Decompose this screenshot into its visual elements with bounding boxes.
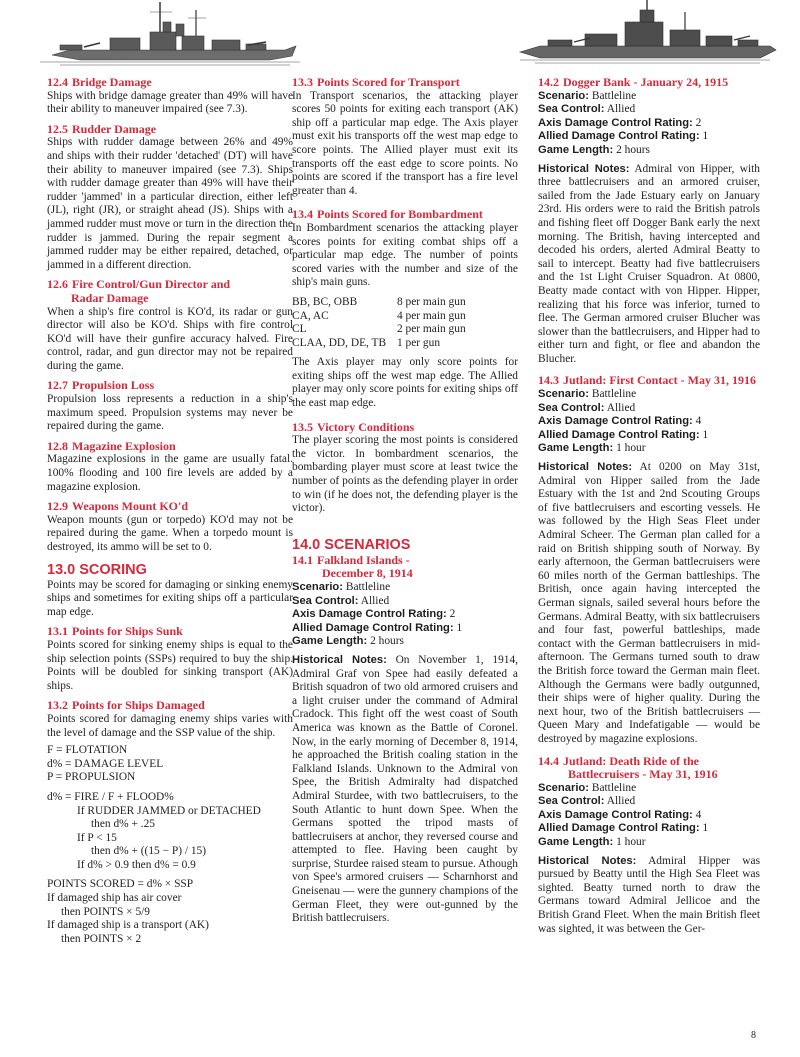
formula-line: d% = DAMAGE LEVEL: [47, 757, 164, 770]
section-heading: 12.7 Propulsion Loss: [47, 378, 155, 393]
section-14-1: [292, 554, 518, 926]
section-body: In Transport scenarios, the attacking player scores 50 points for exiting each transport (AK) ship off a particular map edge. The Axis player must exit his transports off the west map edge to score points. The Allied player must exit its transports off the east edge to score points. No points are scored if the transport has a fire level greater than 4.: [292, 89, 518, 197]
ship-types: CLAA, DD, DE, TB: [292, 336, 387, 349]
scenario-row: Scenario: Battleline: [538, 89, 637, 102]
column-1: [47, 76, 293, 946]
section-body: Propulsion loss represents a reduction in a ship's maximum speed. Propulsion systems may never be repaired during the game.: [47, 393, 293, 433]
section-heading: 12.5 Rudder Damage: [47, 121, 157, 136]
formula-line: F = FLOTATION: [47, 744, 128, 757]
page-number: 8: [751, 1030, 756, 1041]
table-row: [292, 337, 518, 351]
section-13-1: [47, 625, 293, 693]
section-heading: 12.6 Fire Control/Gun Director and: [47, 277, 231, 292]
section-heading: 13.4 Points Scored for Bombardment: [292, 207, 483, 222]
axis-rating-row: Axis Damage Control Rating: 4: [538, 415, 702, 428]
section-14-4: [538, 755, 760, 937]
battleship-illustrations: [0, 0, 800, 74]
section-body: Points may be scored for damaging or sinking enemy ships and sometimes for exiting ships off a particular map edge.: [47, 578, 293, 618]
formula-line: If damaged ship is a transport (AK): [47, 919, 209, 932]
axis-rating-row: Axis Damage Control Rating: 2: [538, 116, 702, 129]
section-body: Magazine explosions in the game are usually fatal. 100% flooding and 100 fire levels are added by a magazine explosion.: [47, 453, 293, 493]
points-value: 2 per main gun: [397, 323, 466, 336]
formula-line: then POINTS × 5/9: [61, 905, 151, 918]
section-body: The player scoring the most points is considered the victor. In bombardment scenarios, the bombarding player must score at least twice the number of points as the defending player in order to win (if he does not, the defending player is the victor).: [292, 434, 518, 515]
allied-rating-row: Allied Damage Control Rating: 1: [538, 130, 709, 143]
section-heading-line2: Radar Damage: [71, 290, 149, 305]
historical-notes: Historical Notes: Admiral von Hipper, with three battlecruisers and an armored cruiser, sailed from the Jade Estuary early on January 23rd. His orders were to raid the British patrols and fishing fleet off Dogger Bank early the next morning. The British, having intercepted and decoded his orders, alerted Admiral Beatty to sail to intercept. Beatty had five battlecruisers and the 1st Light Cruiser Squadron. At 0800, Beatty made contact with von Hipper. Hipper, realizing that his force was inferior, turned to flee. The German armored cruiser Blucher was slower than the battlecruisers, and Hipper had to either turn and fight, or flee and abandon the Blucher.: [538, 162, 760, 365]
section-12-9: [47, 500, 293, 554]
formula-line: then POINTS × 2: [61, 932, 142, 945]
section-heading: 14.1 Falkland Islands -: [292, 552, 410, 567]
bombardment-points-table: [292, 296, 518, 350]
section-body: The Axis player may only score points for exiting ships off the west map edge. The Allied player may only score points for exiting ships off the east map edge.: [292, 356, 518, 410]
allied-rating-row: Allied Damage Control Rating: 1: [292, 621, 463, 634]
chapter-heading: 13.0 SCORING: [47, 561, 147, 578]
game-length-row: Game Length: 2 hours: [292, 635, 404, 648]
section-14-2: [538, 76, 760, 366]
section-body: Points scored for damaging enemy ships varies with the level of damage and the SSP value of the ship.: [47, 712, 293, 739]
section-body: Points scored for sinking enemy ships is equal to the ship selection points (SSPs) required to buy the ship. Points will be doubled for sinking transport (AK) ships.: [47, 638, 293, 692]
header-banner: [0, 0, 800, 74]
section-13-0: [47, 561, 293, 620]
damage-formula: [47, 744, 293, 946]
sea-control-row: Sea Control: Allied: [538, 795, 636, 808]
points-value: 4 per main gun: [397, 309, 466, 322]
formula-line: If damaged ship has air cover: [47, 892, 182, 905]
points-value: 8 per main gun: [397, 295, 466, 308]
section-heading: 14.2 Dogger Bank - January 24, 1915: [538, 75, 729, 89]
historical-notes: Historical Notes: Admiral Hipper was pursued by Beatty until the High Sea Fleet was sighted. Beatty turned north to draw the Germans toward Admiral Jellicoe and the British Grand Fleet. When the main British fleet was sighted, it was between the Ger-: [538, 854, 760, 935]
formula-line: If P < 15: [77, 831, 117, 844]
column-2: [292, 76, 518, 926]
table-row: [292, 296, 518, 310]
section-heading: 12.4 Bridge Damage: [47, 75, 152, 89]
allied-rating-row: Allied Damage Control Rating: 1: [538, 822, 709, 835]
formula-line: d% = FIRE / F + FLOOD%: [47, 790, 174, 803]
points-value: 1 per gun: [397, 336, 441, 349]
sea-control-row: Sea Control: Allied: [292, 594, 390, 607]
scenario-row: Scenario: Battleline: [538, 781, 637, 794]
formula-line: If d% > 0.9 then d% = 0.9: [77, 858, 196, 871]
section-body: When a ship's fire control is KO'd, its radar or gun director will also be KO'd. Ships with fire control KO'd will have their gunfire accuracy halved. Fire control, radar, and gun director may not be repaired during the game.: [47, 305, 293, 372]
sea-control-row: Sea Control: Allied: [538, 103, 636, 116]
formula-line: then d% + .25: [91, 818, 155, 831]
section-13-4: [292, 208, 518, 290]
game-length-row: Game Length: 1 hour: [538, 442, 646, 455]
section-12-7: [47, 379, 293, 433]
allied-rating-row: Allied Damage Control Rating: 1: [538, 428, 709, 441]
battleship-right-icon: [520, 0, 776, 58]
section-13-3: [292, 76, 518, 198]
ship-types: CA, AC: [292, 309, 329, 322]
section-heading: 14.3 Jutland: First Contact - May 31, 1916: [538, 373, 756, 388]
ship-types: CL: [292, 323, 307, 336]
section-12-6: [47, 278, 293, 373]
section-14-3: [538, 374, 760, 746]
axis-rating-row: Axis Damage Control Rating: 2: [292, 608, 456, 621]
section-heading: 13.1 Points for Ships Sunk: [47, 624, 183, 639]
formula-line: then d% + ((15 − P) / 15): [91, 845, 207, 858]
game-length-row: Game Length: 1 hour: [538, 836, 646, 849]
section-heading: 12.8 Magazine Explosion: [47, 438, 176, 453]
chapter-heading: 14.0 SCENARIOS: [292, 536, 411, 553]
section-body: Ships with bridge damage greater than 49% will have their ability to maneuver impaired (see 7.3).: [47, 89, 293, 116]
section-12-5: [47, 123, 293, 273]
section-heading: 13.5 Victory Conditions: [292, 419, 415, 434]
table-row: [292, 310, 518, 324]
section-heading-line2: December 8, 1914: [322, 566, 413, 581]
battlecruiser-left-icon: [52, 2, 296, 60]
table-row: [292, 323, 518, 337]
sea-control-row: Sea Control: Allied: [538, 401, 636, 414]
section-heading: 12.9 Weapons Mount KO'd: [47, 499, 189, 514]
section-heading: 13.2 Points for Ships Damaged: [47, 698, 205, 713]
section-heading-line2: Battlecruisers - May 31, 1916: [568, 767, 718, 782]
section-body: Weapon mounts (gun or torpedo) KO'd may not be repaired during the game. When a torpedo mount is destroyed, its ammo will be set to 0.: [47, 513, 293, 553]
section-13-2: [47, 699, 293, 740]
section-body: Ships with rudder damage between 26% and 49% and ships with their rudder 'detached' (DT) will have their ability to maneuver impaired (see 7.3). Ships with rudder damage greater than 49% will have their rudder 'jammed' in a particular direction, either left (JL), right (JR), or straight ahead (JS). Ships with a jammed rudder must move or turn in the direction the rudder is jammed. During the repair segment a jammed rudder may be either repaired, detached, or jammed in a different direction.: [47, 136, 293, 271]
game-length-row: Game Length: 2 hours: [538, 143, 650, 156]
axis-rating-row: Axis Damage Control Rating: 4: [538, 808, 702, 821]
column-3: [538, 76, 760, 936]
section-body: In Bombardment scenarios the attacking player scores points for exiting combat ships off a particular map edge. The number of points scored varies with the number and size of the ship's main guns.: [292, 221, 518, 289]
section-heading: 14.4 Jutland: Death Ride of the: [538, 753, 700, 768]
scenario-row: Scenario: Battleline: [538, 388, 637, 401]
section-heading: 13.3 Points Scored for Transport: [292, 75, 460, 89]
formula-line: P = PROPULSION: [47, 771, 136, 784]
formula-line: If RUDDER JAMMED or DETACHED: [77, 804, 261, 817]
section-12-4: [47, 76, 293, 117]
section-12-8: [47, 440, 293, 494]
section-13-5: [292, 421, 518, 516]
ship-types: BB, BC, OBB: [292, 295, 358, 308]
historical-notes: Historical Notes: At 0200 on May 31st, Admiral von Hipper sailed from the Jade Estuary with the 1st and 2nd Scouting Groups of five battlecruisers and escorting vessels. He was followed by the High Seas Fleet under Admiral Scheer. The German plan called for a raid on British shipping south of Norway. By early afternoon, the German battlecruisers were 60 miles north of the German battleships. The British, once again having intercepted the German signals, sailed several hours before the Germans. Admiral Beatty, with six battlecruisers and four fast, powerful battleships, made contact with the German battlecruisers in mid-afternoon. The Germans turned south to draw the British force toward the German main fleet. Although the Germans were badly outgunned, their ships were of higher quality. During the next hour, two of the British battlecruisers — Queen Mary and Indefatigable — would be destroyed by magazine explosions.: [538, 461, 761, 745]
scenario-row: Scenario: Battleline: [292, 581, 391, 593]
historical-notes: Historical Notes: On November 1, 1914, Admiral Graf von Spee had easily defeated a British squadron of two old armored cruisers and a light cruiser under the command of Admiral Cradock. This fight off the west coast of South America was known as the Battle of Coronel. Now, in the early morning of December 8, 1914, he approached the British coaling station in the Falkland Islands. Unknown to the Admiral von Spee, the British Admiralty had dispatched Admiral Sturdee, with two battlecruisers, to the South Atlantic to hunt down Spee. When the Germans spotted the tripod masts of battlecruisers at anchor, they reversed course and attempted to flee. Having been caught by surprise, Sturdee raised steam to pursue. Athough von Spee's armored cruisers — Scharnhorst and Gneisenau — were the gunnery champions of the German Fleet, they were out-gunned by the British battlecruisers.: [292, 653, 519, 925]
formula-line: POINTS SCORED = d% × SSP: [47, 878, 194, 891]
